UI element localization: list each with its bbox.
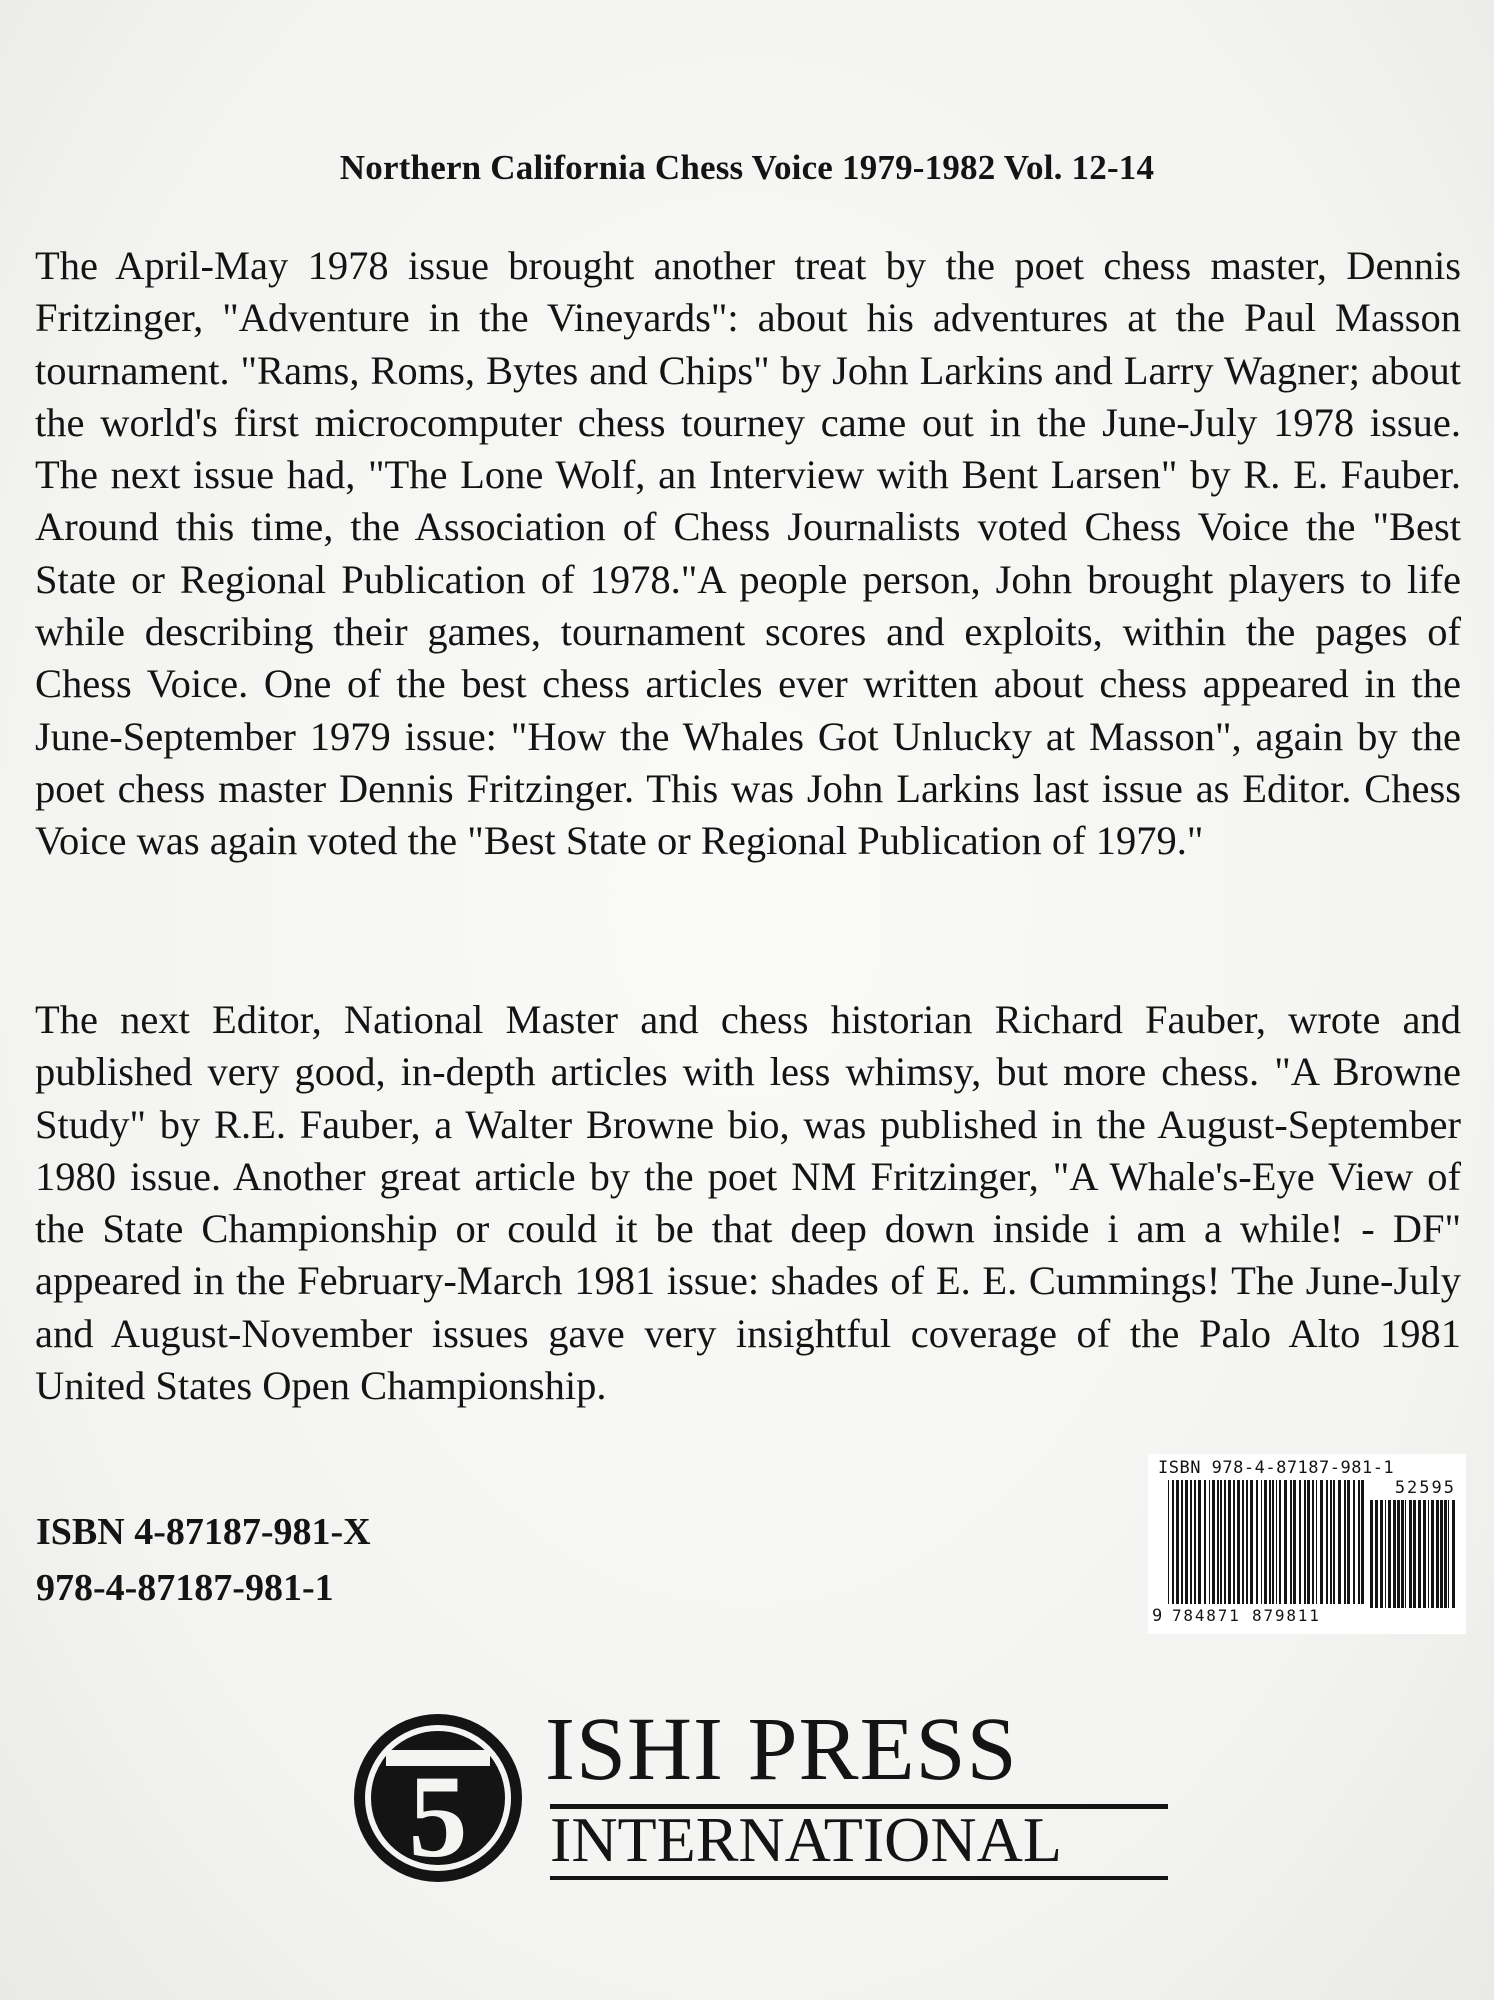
barcode-bar bbox=[1423, 1500, 1426, 1608]
description-paragraph-2: The next Editor, National Master and chess historian Richard Fauber, wrote and published very good, in-depth articles with less whimsy, but more chess. "A Browne Study" by R.E. Fauber, a Walter Browne bio, was published in the August-September 1980 issue. Another great article by the poet NM Fritzinger, "A Whale's-Eye View of the State Championship or could it be that deep down inside i am a while! - DF" appeared in the February-March 1981 issue: shades of E. E. Cummings! The June-July and August-November issues gave very insightful coverage of the Palo Alto 1981 United States Open Championship. bbox=[35, 997, 1461, 1409]
barcode-bar bbox=[1168, 1480, 1169, 1604]
barcode-bar bbox=[1204, 1480, 1206, 1604]
barcode-bar bbox=[1228, 1480, 1231, 1604]
barcode-bar bbox=[1344, 1480, 1346, 1604]
barcode-bar bbox=[1440, 1500, 1443, 1608]
barcode-bar bbox=[1172, 1480, 1174, 1604]
isbn-block bbox=[36, 1504, 371, 1616]
barcode-bar bbox=[1444, 1500, 1447, 1608]
barcode-bar bbox=[1338, 1480, 1341, 1604]
barcode-bar bbox=[1272, 1480, 1274, 1604]
barcode-isbn-label: ISBN 978-4-87187-981-1 bbox=[1158, 1458, 1395, 1478]
barcode-bar bbox=[1370, 1500, 1373, 1608]
barcode-lead-digit: 9 bbox=[1152, 1606, 1163, 1626]
cover-title: Northern California Chess Voice 1979-1982 Vol. 12-14 bbox=[339, 148, 1155, 187]
barcode-bar bbox=[1194, 1480, 1196, 1604]
barcode-bar bbox=[1256, 1480, 1258, 1604]
barcode-bar bbox=[1237, 1480, 1240, 1604]
barcode-bar bbox=[1428, 1500, 1429, 1608]
barcode-bar bbox=[1176, 1480, 1179, 1604]
publisher-underline bbox=[550, 1876, 1168, 1880]
barcode-bar bbox=[1304, 1480, 1306, 1604]
description-paragraph-1: The April-May 1978 issue brought another treat by the poet chess master, Dennis Fritzinger, "Adventure in the Vineyards": about his adventures at the Paul Masson tournament. "Rams, Roms, Bytes and Chips" by John Larkins and Larry Wagner; about the world's first microcomputer chess tourney came out in the June-July 1978 issue. The next issue had, "The Lone Wolf, an Interview with Bent Larsen" by R. E. Fauber. Around this time, the Association of Chess Journalists voted Chess Voice the "Best State or Regional Publication of 1978."A people person, John brought players to life while describing their games, tournament scores and exploits, within the pages of Chess Voice. One of the best chess articles ever written about chess appeared in the June-September 1979 issue: "How the Whales Got Unlucky at Masson", again by the poet chess master Dennis Fritzinger. This was John Larkins last issue as Editor. Chess Voice was again voted the "Best State or Regional Publication of 1979." bbox=[35, 243, 1461, 864]
barcode-bar bbox=[1284, 1480, 1287, 1604]
barcode-bar bbox=[1269, 1480, 1271, 1604]
barcode-bar bbox=[1312, 1480, 1314, 1604]
barcode-bar bbox=[1181, 1480, 1183, 1604]
barcode-bar bbox=[1326, 1480, 1328, 1604]
barcode-bar bbox=[1217, 1480, 1219, 1604]
barcode-bar bbox=[1190, 1480, 1192, 1604]
barcode-bars bbox=[1168, 1480, 1364, 1614]
barcode-bar bbox=[1333, 1480, 1335, 1604]
barcode-bar bbox=[1330, 1480, 1332, 1604]
publisher-subtitle: INTERNATIONAL bbox=[550, 1804, 1062, 1875]
barcode-bar bbox=[1261, 1480, 1262, 1604]
barcode-bar bbox=[1361, 1480, 1364, 1604]
barcode-bar bbox=[1299, 1480, 1301, 1604]
barcode-bar bbox=[1233, 1480, 1235, 1604]
barcode-bar bbox=[1405, 1500, 1406, 1608]
barcode-bar bbox=[1279, 1480, 1281, 1604]
barcode-bar bbox=[1250, 1480, 1253, 1604]
barcode-bar bbox=[1246, 1480, 1248, 1604]
barcode-bar bbox=[1385, 1500, 1386, 1608]
barcode-addon-digits: 52595 bbox=[1394, 1478, 1456, 1498]
barcode-addon-bars bbox=[1370, 1500, 1456, 1612]
barcode-bar bbox=[1212, 1480, 1215, 1604]
publisher-mark bbox=[350, 1700, 1180, 1880]
barcode-bar bbox=[1320, 1480, 1323, 1604]
barcode-bar bbox=[1242, 1480, 1244, 1604]
barcode-bar bbox=[1224, 1480, 1226, 1604]
barcode-bar bbox=[1375, 1500, 1378, 1608]
barcode-bar bbox=[1409, 1500, 1412, 1608]
barcode-bar bbox=[1401, 1500, 1404, 1608]
barcode-bar bbox=[1431, 1500, 1434, 1608]
barcode-bar bbox=[1276, 1480, 1277, 1604]
barcode-bar bbox=[1413, 1500, 1416, 1608]
barcode-bar bbox=[1347, 1480, 1350, 1604]
barcode-bar bbox=[1293, 1480, 1296, 1604]
barcode-digits: 784871 879811 bbox=[1172, 1606, 1321, 1625]
barcode-bar bbox=[1198, 1480, 1201, 1604]
barcode-bar bbox=[1388, 1500, 1391, 1608]
barcode-bar bbox=[1353, 1480, 1355, 1604]
barcode-bar bbox=[1220, 1480, 1222, 1604]
barcode-bar bbox=[1316, 1480, 1317, 1604]
publisher-name: ISHI PRESS bbox=[545, 1700, 1018, 1799]
barcode-bar bbox=[1380, 1500, 1383, 1608]
barcode-bar bbox=[1264, 1480, 1267, 1604]
ishi-press-logo-icon bbox=[350, 1710, 526, 1886]
barcode-bar bbox=[1290, 1480, 1292, 1604]
logo-glyph: 5 bbox=[408, 1751, 468, 1882]
barcode-bar bbox=[1209, 1480, 1210, 1604]
barcode-bar bbox=[1307, 1480, 1310, 1604]
isbn-10: ISBN 4-87187-981-X bbox=[36, 1511, 371, 1553]
barcode-bar bbox=[1393, 1500, 1396, 1608]
barcode-bar bbox=[1436, 1500, 1439, 1608]
barcode-bar bbox=[1397, 1500, 1400, 1608]
barcode-bar bbox=[1418, 1500, 1421, 1608]
barcode bbox=[1148, 1454, 1466, 1634]
isbn-13: 978-4-87187-981-1 bbox=[36, 1567, 334, 1609]
barcode-bar bbox=[1185, 1480, 1188, 1604]
barcode-bar bbox=[1448, 1500, 1449, 1608]
barcode-bar bbox=[1452, 1500, 1455, 1608]
barcode-bar bbox=[1358, 1480, 1360, 1604]
